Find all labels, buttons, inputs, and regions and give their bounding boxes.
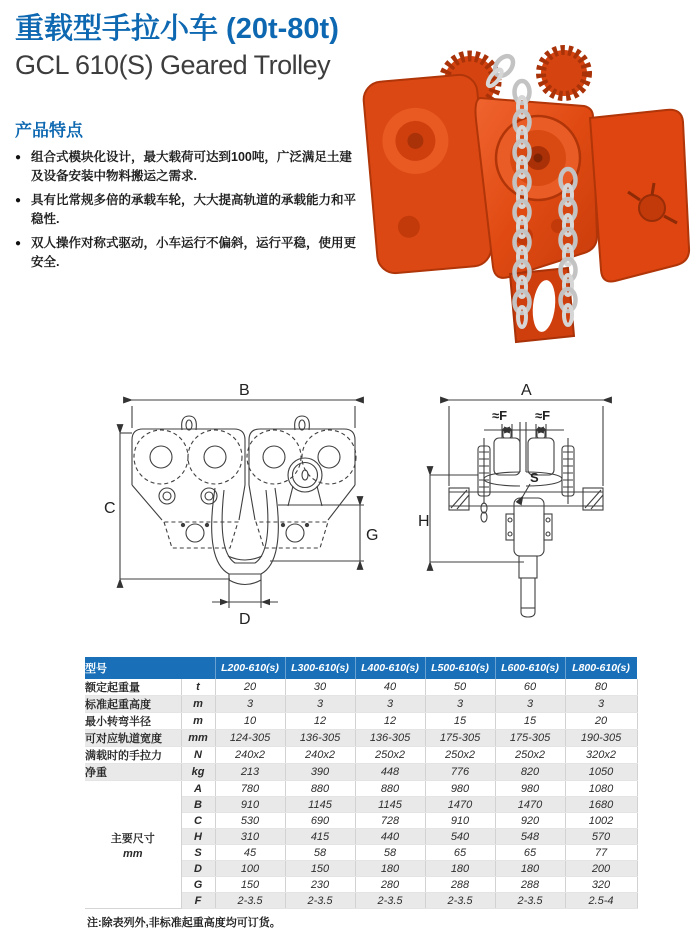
dim-label-H: H [418,513,430,530]
table-row [85,730,637,747]
value-cell: 880 [285,781,355,797]
row-label: 额定起重量 [85,679,181,696]
value-cell: 440 [355,829,425,845]
value-cell: 1470 [425,797,495,813]
row-label: 净重 [85,764,181,781]
features-list [15,148,362,272]
value-cell: 690 [285,813,355,829]
value-cell: 1050 [565,764,637,781]
value-cell: 1680 [565,797,637,813]
value-cell: 570 [565,829,637,845]
dim-label-D: D [239,611,251,628]
row-label: 可对应轨道宽度 [85,730,181,747]
table-row [85,679,637,696]
value-cell: 540 [425,829,495,845]
dim-letter: H [181,829,215,845]
value-cell: 910 [215,797,285,813]
list-item [15,234,362,273]
value-cell: 100 [215,861,285,877]
value-cell: 320 [565,877,637,893]
value-cell: 58 [285,845,355,861]
trolley-right-plate [590,110,689,282]
value-cell: 1145 [285,797,355,813]
value-cell: 980 [495,781,565,797]
value-cell: 77 [565,845,637,861]
value-cell: 180 [495,861,565,877]
value-cell: 920 [495,813,565,829]
bullet-icon: ● [15,152,22,163]
value-cell: 2-3.5 [425,893,495,909]
value-cell: 288 [495,877,565,893]
value-cell: 530 [215,813,285,829]
product-photo [352,40,700,345]
value-cell: 728 [355,813,425,829]
row-unit: N [181,747,215,764]
value-cell: 124-305 [215,730,285,747]
row-label: 最小转弯半径 [85,713,181,730]
row-unit: m [181,696,215,713]
value-cell: 150 [285,861,355,877]
features-section [15,116,362,276]
value-cell: 3 [285,696,355,713]
value-cell: 150 [215,877,285,893]
value-cell: 30 [285,679,355,696]
trolley-middle-plate [476,98,598,278]
value-cell: 175-305 [495,730,565,747]
value-cell: 880 [355,781,425,797]
value-cell: 136-305 [355,730,425,747]
dim-letter: F [181,893,215,909]
value-cell: 40 [355,679,425,696]
model-header-cell: L300-610(s) [285,657,355,679]
value-cell: 2.5-4 [565,893,637,909]
side-view-drawing [416,380,671,638]
value-cell: 288 [425,877,495,893]
dim-label-S: S [530,470,539,485]
dim-label-F1: ≈F [492,408,508,423]
value-cell: 280 [355,877,425,893]
value-cell: 12 [285,713,355,730]
trolley-left-plate [362,73,492,274]
value-cell: 180 [425,861,495,877]
value-cell: 3 [565,696,637,713]
value-cell: 200 [565,861,637,877]
value-cell: 3 [215,696,285,713]
value-cell: 190-305 [565,730,637,747]
value-cell: 250x2 [425,747,495,764]
dim-letter: B [181,797,215,813]
spec-table-section [85,657,637,930]
bullet-icon: ● [15,194,22,206]
value-cell: 250x2 [495,747,565,764]
page-subtitle: GCL 610(S) Geared Trolley [15,50,331,80]
value-cell: 230 [285,877,355,893]
value-cell: 2-3.5 [215,893,285,909]
value-cell: 3 [355,696,425,713]
value-cell: 175-305 [425,730,495,747]
value-cell: 20 [215,679,285,696]
value-cell: 780 [215,781,285,797]
dim-letter: G [181,877,215,893]
model-label-cell: 型号 [85,657,215,679]
dim-letter: S [181,845,215,861]
model-header-cell: L400-610(s) [355,657,425,679]
value-cell: 240x2 [285,747,355,764]
value-cell: 1470 [495,797,565,813]
value-cell: 548 [495,829,565,845]
value-cell: 15 [495,713,565,730]
value-cell: 2-3.5 [355,893,425,909]
dim-label-C: C [104,500,116,517]
table-note: 注:除表列外,非标准起重高度均可订货。 [87,917,281,929]
row-label: 标准起重高度 [85,696,181,713]
value-cell: 15 [425,713,495,730]
value-cell: 50 [425,679,495,696]
value-cell: 58 [355,845,425,861]
value-cell: 180 [355,861,425,877]
dim-label-F2: ≈F [535,408,551,423]
dim-label-B: B [239,382,250,399]
dims-group-cell [85,781,181,909]
value-cell: 310 [215,829,285,845]
table-row [85,696,637,713]
value-cell: 390 [285,764,355,781]
value-cell: 1080 [565,781,637,797]
dim-label-A: A [521,382,532,399]
value-cell: 250x2 [355,747,425,764]
value-cell: 65 [495,845,565,861]
value-cell: 136-305 [285,730,355,747]
model-header-cell: L200-610(s) [215,657,285,679]
dim-letter: A [181,781,215,797]
value-cell: 65 [425,845,495,861]
model-header-cell: L500-610(s) [425,657,495,679]
table-row [85,713,637,730]
value-cell: 1145 [355,797,425,813]
front-view-drawing [102,380,392,638]
dims-group-unit: mm [122,847,143,860]
list-item [15,191,362,230]
table-header-row [85,657,637,679]
geared-trolley-photo [352,40,700,345]
dim-label-G: G [366,527,379,544]
feature-text: 组合式模块化设计，最大载荷可达到100吨，广泛满足土建及设备安装中物料搬运之需求. [31,150,352,184]
value-cell: 910 [425,813,495,829]
value-cell: 980 [425,781,495,797]
value-cell: 3 [495,696,565,713]
spec-table [85,657,638,909]
row-unit: t [181,679,215,696]
row-label: 满载时的手拉力 [85,747,181,764]
value-cell: 12 [355,713,425,730]
value-cell: 240x2 [215,747,285,764]
dim-letter: D [181,861,215,877]
value-cell: 213 [215,764,285,781]
table-row [85,781,637,797]
value-cell: 776 [425,764,495,781]
table-row [85,747,637,764]
list-item [15,148,362,187]
value-cell: 2-3.5 [495,893,565,909]
page-title: 重载型手拉小车 (20t-80t) [15,13,339,45]
value-cell: 45 [215,845,285,861]
feature-text: 双人操作对称式驱动，小车运行不偏斜，运行平稳，使用更安全. [31,235,357,269]
row-unit: m [181,713,215,730]
value-cell: 415 [285,829,355,845]
model-header-cell: L800-610(s) [565,657,637,679]
value-cell: 2-3.5 [285,893,355,909]
value-cell: 820 [495,764,565,781]
value-cell: 448 [355,764,425,781]
value-cell: 3 [425,696,495,713]
features-heading: 产品特点 [15,121,83,140]
bullet-icon: ● [15,237,22,249]
value-cell: 1002 [565,813,637,829]
table-row [85,764,637,781]
model-header-cell: L600-610(s) [495,657,565,679]
value-cell: 80 [565,679,637,696]
value-cell: 60 [495,679,565,696]
value-cell: 20 [565,713,637,730]
row-unit: mm [181,730,215,747]
dims-group-label: 主要尺寸 [110,832,155,845]
dim-letter: C [181,813,215,829]
feature-text: 具有比常规多倍的承载车轮，大大提高轨道的承载能力和平稳性. [31,192,357,227]
value-cell: 320x2 [565,747,637,764]
technical-drawings [102,380,682,642]
row-unit: kg [181,764,215,781]
value-cell: 10 [215,713,285,730]
